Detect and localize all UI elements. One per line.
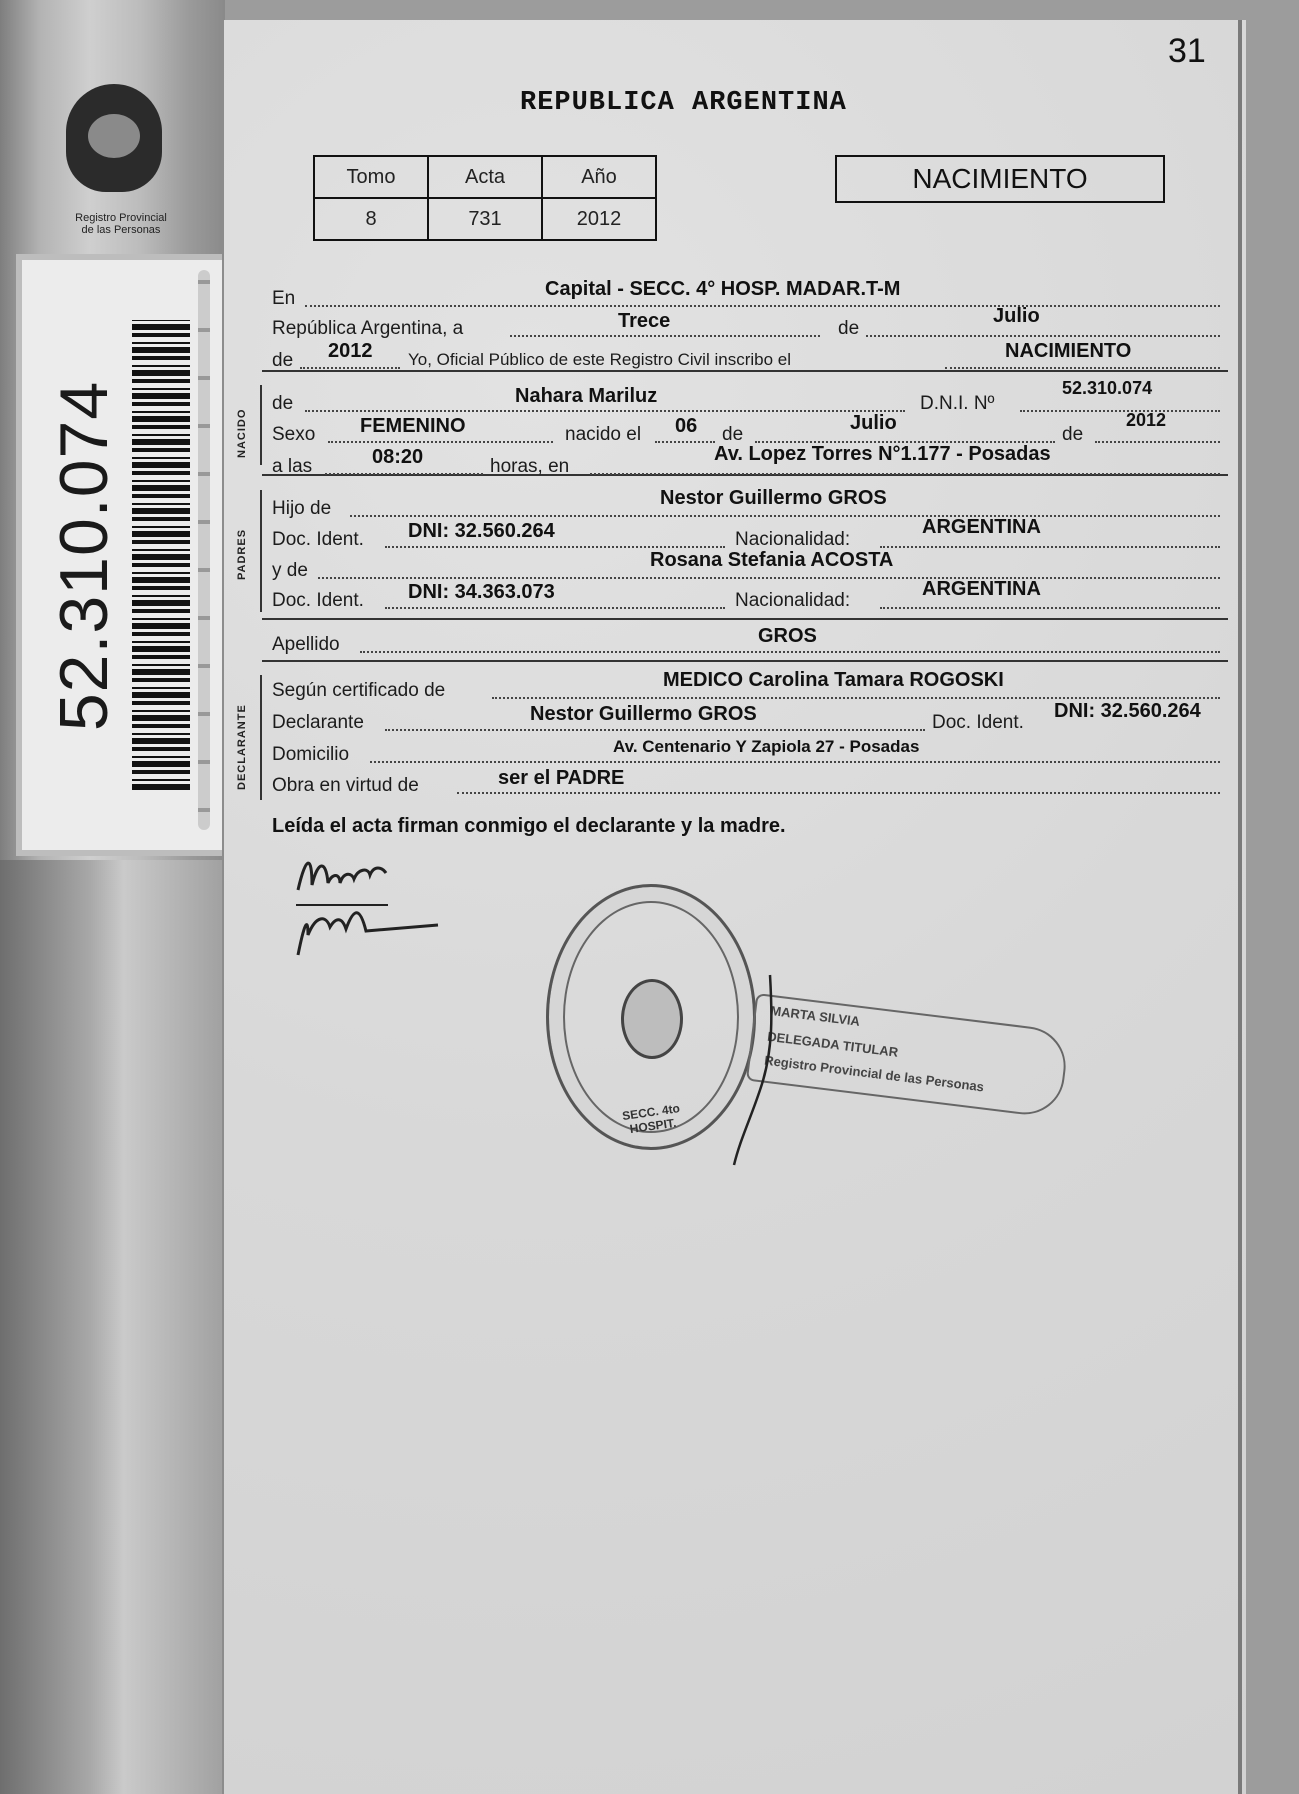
dots-child-name [305,410,905,412]
label-hijo: Hijo de [272,498,332,519]
dots-certificate [492,697,1220,699]
separator-3 [262,618,1228,620]
label-de-2: de [272,350,294,371]
document-title: REPUBLICA ARGENTINA [520,88,847,118]
label-de-3: de [272,393,294,414]
value-birth-place: Av. Lopez Torres N°1.177 - Posadas [714,443,1051,465]
dots-surname [360,651,1220,653]
value-day: Trece [618,310,671,332]
value-mother-doc: DNI: 34.363.073 [408,581,555,603]
label-yde: y de [272,560,308,581]
dots-capacity [457,792,1220,794]
value-month: Julio [993,305,1040,327]
label-sexo: Sexo [272,424,316,445]
separator-4 [262,660,1228,662]
label-horas: horas, en [490,456,570,477]
binding-strip [0,0,225,1794]
dots-birth-time [325,473,483,475]
crest-emblem [88,114,140,158]
dots-event [945,367,1220,369]
page-number: 31 [1168,32,1206,70]
value-acta: 731 [428,198,542,240]
label-alas: a las [272,456,313,477]
nacido-bracket [260,385,262,465]
value-event: NACIMIENTO [1005,340,1132,362]
stamp-line-1: MARTA SILVIA [769,1002,861,1029]
label-apellido: Apellido [272,634,340,655]
label-obra: Obra en virtud de [272,775,419,796]
dots-day [510,335,820,337]
dots-child-dni [1020,410,1220,412]
section-label-padres: PADRES [236,528,248,580]
signature-icon [278,845,458,965]
dots-mother-nationality [880,607,1220,609]
declarante-bracket [260,675,262,800]
dots-year [300,367,400,369]
separator-1 [262,370,1228,372]
dots-month [866,335,1220,337]
value-birth-time: 08:20 [372,446,424,468]
dots-mother-doc [385,607,725,609]
value-certificate: MEDICO Carolina Tamara ROGOSKI [663,669,1004,691]
oficial-text: Yo, Oficial Público de este Registro Civil inscribo el [408,350,791,369]
register-header-row [314,156,656,198]
value-father-name: Nestor Guillermo GROS [660,487,887,509]
value-ano: 2012 [542,198,656,240]
stamp-line-3: Registro Provincial de las Personas [763,1052,985,1095]
label-nac-2: Nacionalidad: [735,590,851,611]
padres-bracket [260,490,262,612]
register-table [313,155,657,241]
record-type-box: NACIMIENTO [835,155,1165,203]
label-doc-2: Doc. Ident. [272,590,364,611]
label-de-4: de [722,424,744,445]
value-birth-month: Julio [850,412,897,434]
value-child-name: Nahara Mariluz [515,385,658,407]
header-acta: Acta [428,156,542,198]
value-father-nationality: ARGENTINA [922,516,1041,538]
value-declarant-name: Nestor Guillermo GROS [530,703,757,725]
value-capacity: ser el PADRE [498,767,625,789]
label-de-5: de [1062,424,1084,445]
label-nacido: nacido el [565,424,642,445]
value-year: 2012 [328,340,373,362]
value-birth-year: 2012 [1126,410,1167,430]
binding-holes [198,270,210,830]
value-father-doc: DNI: 32.560.264 [408,520,555,542]
binding-shadow [0,860,225,1794]
label-en: En [272,288,296,309]
register-value-row [314,198,656,240]
registry-label-line2: de las Personas [81,224,161,236]
sticker-number: 52.310.074 [46,380,122,732]
dots-father-name [350,515,1220,517]
section-label-nacido: NACIDO [236,408,248,458]
closing-statement: Leída el acta firman conmigo el declarante y la madre. [272,815,786,837]
header-tomo: Tomo [314,156,428,198]
dots-birth-place [590,473,1220,475]
registry-label [46,212,196,236]
value-mother-nationality: ARGENTINA [922,578,1041,600]
label-domicilio: Domicilio [272,744,350,765]
registry-crest-icon [66,84,162,192]
label-de-1: de [838,318,860,339]
seal-emblem-icon [621,979,683,1059]
dots-birth-year [1095,441,1220,443]
value-address: Av. Centenario Y Zapiola 27 - Posadas [613,737,920,756]
label-segun: Según certificado de [272,680,446,701]
section-label-declarante: DECLARANTE [236,704,248,790]
stamp-signature-icon [700,970,820,1170]
value-place: Capital - SECC. 4° HOSP. MADAR.T-M [545,278,901,300]
dots-address [370,761,1220,763]
dots-father-doc [385,546,725,548]
dots-father-nationality [880,546,1220,548]
dots-birth-day [655,441,715,443]
registry-label-line1: Registro Provincial [75,212,167,224]
dots-sex [328,441,553,443]
dots-declarant-name [385,729,925,731]
barcode-icon [132,320,190,790]
label-doc-1: Doc. Ident. [272,529,364,550]
page-edge [1238,20,1242,1794]
value-declarant-doc: DNI: 32.560.264 [1054,700,1201,722]
label-nac-1: Nacionalidad: [735,529,851,550]
label-doc-3: Doc. Ident. [932,712,1024,733]
header-ano: Año [542,156,656,198]
label-dni: D.N.I. Nº [920,393,995,414]
seal-text: SECC. 4to HOSPIT. [621,1101,681,1137]
stamp-line-2: DELEGADA TITULAR [766,1028,899,1060]
value-sex: FEMENINO [360,415,466,437]
dots-place [305,305,1220,307]
label-republica: República Argentina, a [272,318,464,339]
value-surname: GROS [758,625,817,647]
value-mother-name: Rosana Stefania ACOSTA [650,549,894,571]
value-tomo: 8 [314,198,428,240]
dots-mother-name [318,577,1220,579]
value-birth-day: 06 [675,415,698,437]
barcode-sticker [22,260,222,850]
value-child-dni: 52.310.074 [1062,378,1153,398]
label-declarante: Declarante [272,712,364,733]
